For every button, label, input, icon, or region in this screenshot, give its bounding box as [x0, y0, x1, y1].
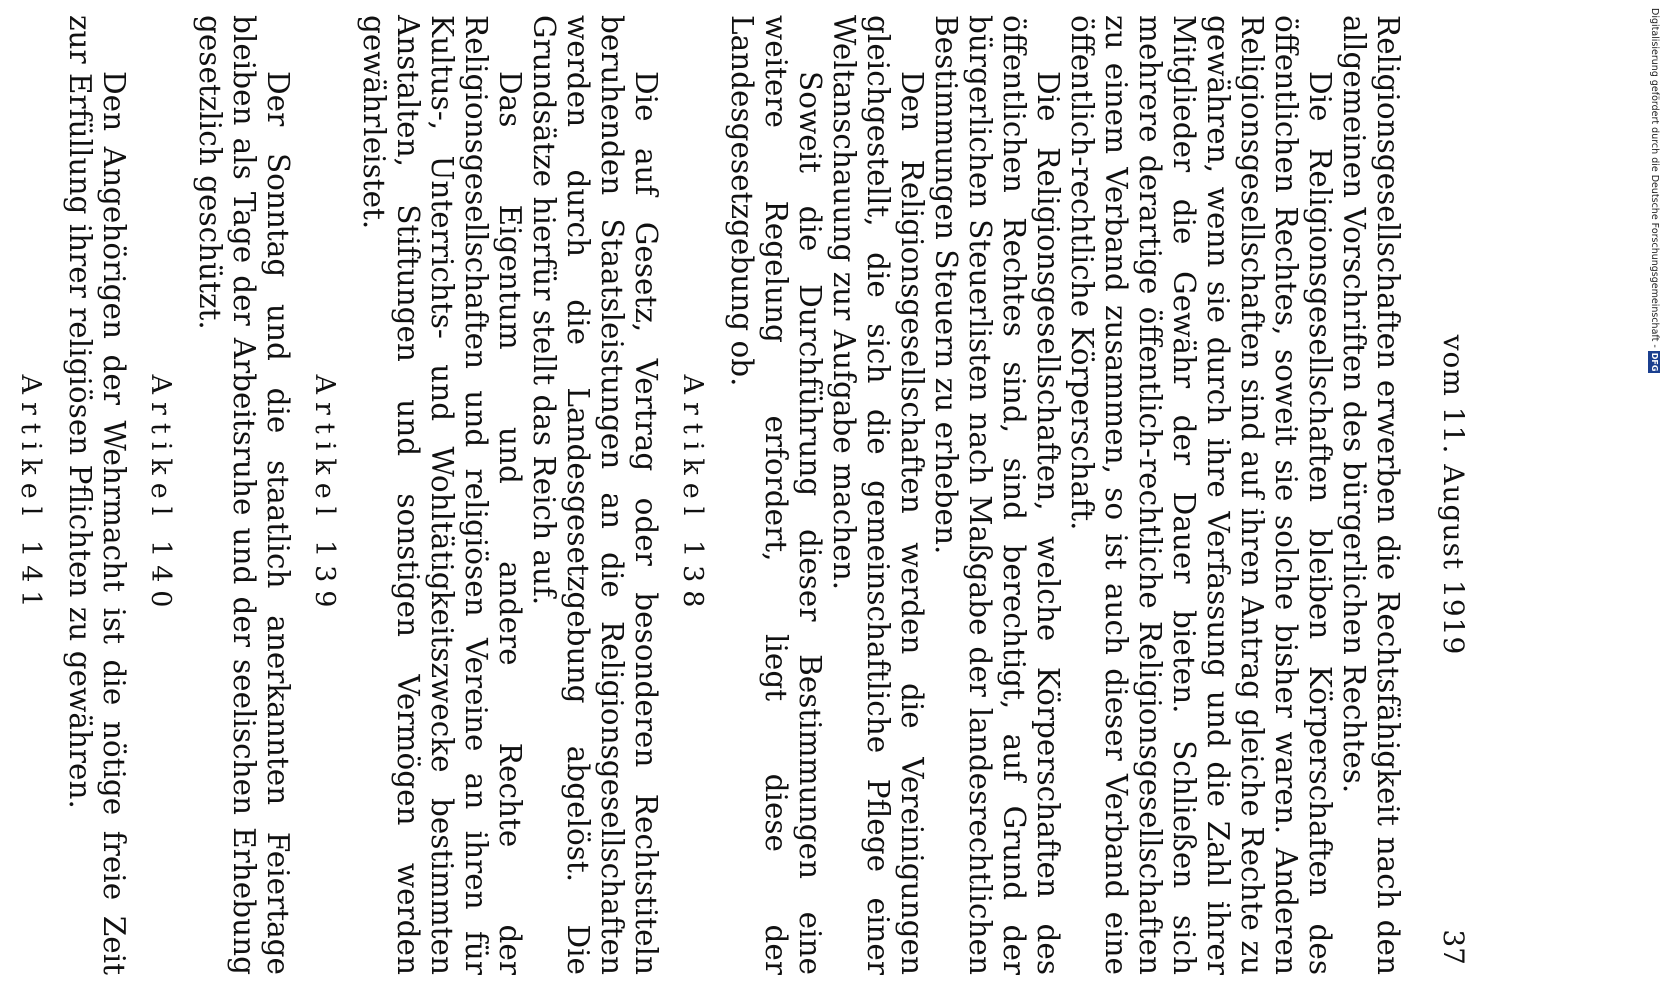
article-heading: Artikel 140 — [145, 374, 176, 616]
intro-section — [725, 15, 1405, 975]
dfg-logo-badge: DFG — [1650, 352, 1660, 372]
article-section — [0, 15, 47, 975]
paragraph: Der Sonntag und die staatlich anerkannten Feiertage bleiben als Tage der Arbeitsruhe und der seelischen Erhebung gesetzlich geschützt. — [193, 15, 295, 975]
body-text — [0, 15, 1405, 975]
article-section — [357, 15, 709, 975]
article-heading: Artikel 138 — [677, 374, 708, 616]
paragraph: Die Religionsgesellschaften, welche Körperschaften des öffentlichen Rechtes sind, sind berechtigt, auf Grund der bürgerlichen Steuerlisten nach Maßgabe der landesrechtlichen Bestimmungen Steuern zu erheben. — [929, 15, 1065, 975]
paragraph: Den Religionsgesellschaften werden die Vereinigungen gleichgestellt, die sich die gemeinschaftliche Pflege einer Weltanschauung zur Aufgabe machen. — [827, 15, 929, 975]
paragraph: Die Religionsgesellschaften bleiben Körperschaften des öffentlichen Rechtes, soweit sie solche bisher waren. Anderen Religionsgesellschaften sind auf ihren Antrag gleiche Rechte zu gewähren, wenn sie durch ihre Verfassung und die Zahl ihrer Mitglieder die Gewähr der Dauer bieten. Schließen sich mehrere derartige öffentlich-rechtliche Religionsgesellschaften zu einem Verband zusammen, so ist auch dieser Verband eine öffentlich-rechtliche Körperschaft. — [1065, 15, 1337, 975]
article-section — [193, 15, 341, 975]
paragraph: Die auf Gesetz, Vertrag oder besonderen Rechtstiteln beruhenden Staatsleistungen an die Religionsgesellschaften werden durch die Landesgesetzgebung abgelöst. Die Grundsätze hierfür stellt das Reich auf. — [527, 15, 663, 975]
paragraph: Religionsgesellschaften erwerben die Rechtsfähigkeit nach den allgemeinen Vorschriften des bürgerlichen Rechtes. — [1337, 15, 1405, 975]
article-heading: Artikel 139 — [309, 374, 340, 616]
digitization-stamp — [1646, 0, 1662, 1000]
header-date: vom 11. August 1919 — [1437, 334, 1470, 656]
document-page — [0, 15, 1500, 975]
stamp-text: Digitalisierung gefördert durch die Deutsche Forschungsgemeinschaft - — [1649, 8, 1660, 348]
paragraph: Den Angehörigen der Wehrmacht ist die nötige freie Zeit zur Erfüllung ihrer religiösen Pflichten zu gewähren. — [63, 15, 131, 975]
page-number: 37 — [1437, 929, 1470, 965]
paragraph — [0, 15, 1, 975]
article-heading: Artikel 141 — [15, 374, 46, 616]
article-section — [63, 15, 177, 975]
paragraph: Das Eigentum und andere Rechte der Religionsgesellschaften und religiösen Vereine an ihren für Kultus-, Unterrichts- und Wohltätigkeitszwecke bestimmten Anstalten, Stiftungen und sonstigen Vermögen werden gewährleistet. — [357, 15, 527, 975]
paragraph: Soweit die Durchführung dieser Bestimmungen eine weitere Regelung erfordert, liegt diese der Landesgesetzgebung ob. — [725, 15, 827, 975]
page-header — [1430, 15, 1470, 975]
